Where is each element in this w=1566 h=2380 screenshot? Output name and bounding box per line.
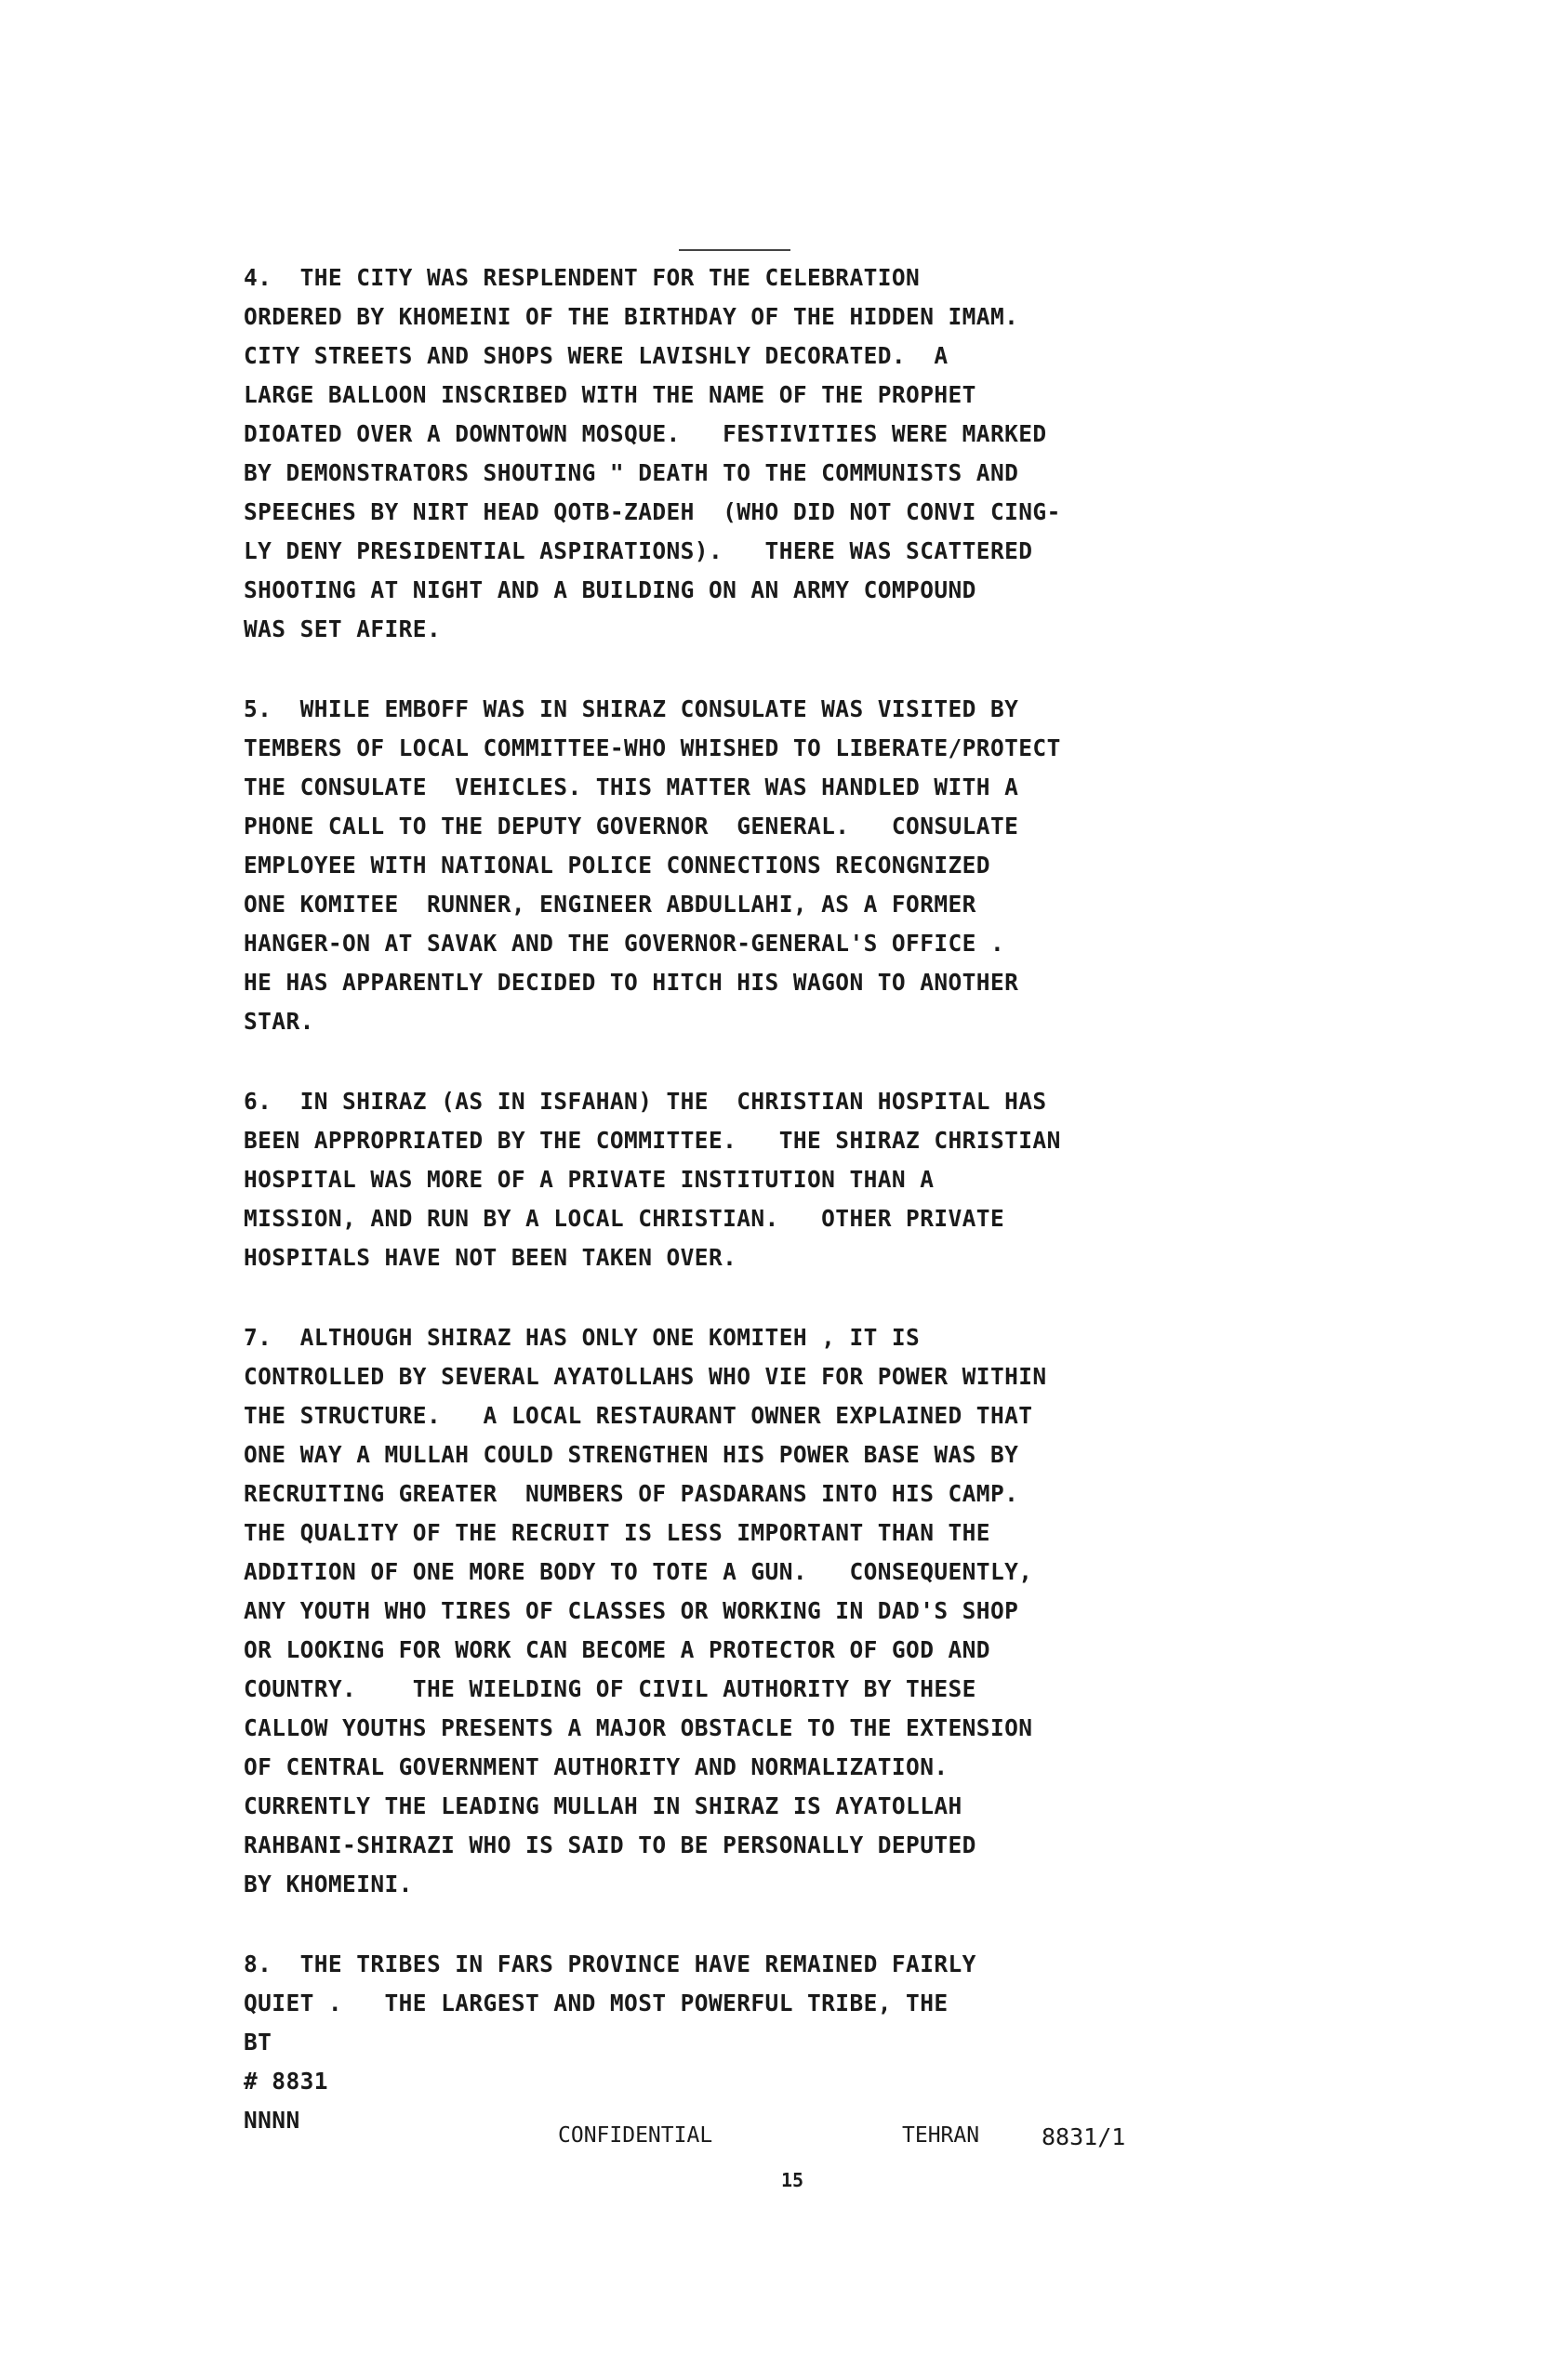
text-line: OF CENTRAL GOVERNMENT AUTHORITY AND NORMALIZATION. [244, 1753, 949, 1780]
paragraph-5 [244, 690, 1174, 1041]
text-line: ONE KOMITEE RUNNER, ENGINEER ABDULLAHI, AS A FORMER [244, 891, 976, 918]
text-line: 7. ALTHOUGH SHIRAZ HAS ONLY ONE KOMITEH , IT IS [244, 1324, 921, 1351]
text-line: WAS SET AFIRE. [244, 615, 442, 642]
text-line: SHOOTING AT NIGHT AND A BUILDING ON AN ARMY COMPOUND [244, 576, 976, 603]
text-line: DIOATED OVER A DOWNTOWN MOSQUE. FESTIVITIES WERE MARKED [244, 420, 1047, 447]
text-line: 4. THE CITY WAS RESPLENDENT FOR THE CELEBRATION [244, 264, 921, 291]
text-line: BEEN APPROPRIATED BY THE COMMITTEE. THE SHIRAZ CHRISTIAN [244, 1127, 1061, 1154]
text-line: ONE WAY A MULLAH COULD STRENGTHEN HIS POWER BASE WAS BY [244, 1441, 1019, 1468]
page-footer [558, 2123, 1209, 2244]
text-line: STAR. [244, 1008, 314, 1035]
cable-number: 8831/1 [1042, 2123, 1126, 2150]
text-line: MISSION, AND RUN BY A LOCAL CHRISTIAN. OTHER PRIVATE [244, 1205, 1005, 1232]
text-line: THE STRUCTURE. A LOCAL RESTAURANT OWNER EXPLAINED THAT [244, 1402, 1033, 1429]
cable-body [244, 258, 1174, 2140]
text-line: BY KHOMEINI. [244, 1871, 413, 1897]
origin-city: TEHRAN [902, 2123, 980, 2148]
text-line: HOSPITAL WAS MORE OF A PRIVATE INSTITUTION THAN A [244, 1166, 935, 1193]
text-line: HANGER-ON AT SAVAK AND THE GOVERNOR-GENERAL'S OFFICE . [244, 930, 1005, 957]
paragraph-4 [244, 258, 1174, 649]
paragraph-7 [244, 1318, 1174, 1904]
text-line: OR LOOKING FOR WORK CAN BECOME A PROTECTOR OF GOD AND [244, 1636, 990, 1663]
text-line: 5. WHILE EMBOFF WAS IN SHIRAZ CONSULATE WAS VISITED BY [244, 695, 1019, 722]
text-line: SPEECHES BY NIRT HEAD QOTB-ZADEH (WHO DID NOT CONVI CING- [244, 498, 1061, 525]
text-line: PHONE CALL TO THE DEPUTY GOVERNOR GENERAL. CONSULATE [244, 813, 1019, 840]
text-line: THE QUALITY OF THE RECRUIT IS LESS IMPORTANT THAN THE [244, 1519, 990, 1546]
strike-mark [679, 249, 790, 251]
paragraph-8 [244, 1945, 1174, 2023]
classification-label: CONFIDENTIAL [558, 2123, 713, 2148]
text-line: LARGE BALLOON INSCRIBED WITH THE NAME OF THE PROPHET [244, 381, 976, 408]
text-line: RECRUITING GREATER NUMBERS OF PASDARANS INTO HIS CAMP. [244, 1480, 1019, 1507]
text-line: 8. THE TRIBES IN FARS PROVINCE HAVE REMAINED FAIRLY [244, 1950, 976, 1977]
text-line: RAHBANI-SHIRAZI WHO IS SAID TO BE PERSONALLY DEPUTED [244, 1831, 976, 1858]
text-line: COUNTRY. THE WIELDING OF CIVIL AUTHORITY BY THESE [244, 1675, 976, 1702]
page-number: 15 [781, 2169, 804, 2191]
text-line: HE HAS APPARENTLY DECIDED TO HITCH HIS WAGON TO ANOTHER [244, 969, 1019, 996]
message-number: # 8831 [244, 2068, 328, 2095]
text-line: ADDITION OF ONE MORE BODY TO TOTE A GUN. CONSEQUENTLY, [244, 1558, 1033, 1585]
text-line: BY DEMONSTRATORS SHOUTING " DEATH TO THE COMMUNISTS AND [244, 459, 1019, 486]
text-line: CALLOW YOUTHS PRESENTS A MAJOR OBSTACLE TO THE EXTENSION [244, 1714, 1033, 1741]
text-line: THE CONSULATE VEHICLES. THIS MATTER WAS HANDLED WITH A [244, 774, 1019, 800]
text-line: 6. IN SHIRAZ (AS IN ISFAHAN) THE CHRISTIAN HOSPITAL HAS [244, 1088, 1047, 1115]
text-line: LY DENY PRESIDENTIAL ASPIRATIONS). THERE WAS SCATTERED [244, 537, 1033, 564]
text-line: HOSPITALS HAVE NOT BEEN TAKEN OVER. [244, 1244, 737, 1271]
text-line: QUIET . THE LARGEST AND MOST POWERFUL TRIBE, THE [244, 1990, 949, 2016]
text-line: TEMBERS OF LOCAL COMMITTEE-WHO WHISHED TO LIBERATE/PROTECT [244, 734, 1061, 761]
text-line: CITY STREETS AND SHOPS WERE LAVISHLY DECORATED. A [244, 342, 949, 369]
text-line: EMPLOYEE WITH NATIONAL POLICE CONNECTIONS RECONGNIZED [244, 852, 990, 879]
paragraph-6 [244, 1082, 1174, 1277]
text-line: CONTROLLED BY SEVERAL AYATOLLAHS WHO VIE FOR POWER WITHIN [244, 1363, 1047, 1390]
end-marker: NNNN [244, 2107, 300, 2134]
text-line: CURRENTLY THE LEADING MULLAH IN SHIRAZ IS AYATOLLAH [244, 1792, 962, 1819]
break-marker: BT [244, 2029, 272, 2056]
text-line: ANY YOUTH WHO TIRES OF CLASSES OR WORKING IN DAD'S SHOP [244, 1597, 1019, 1624]
text-line: ORDERED BY KHOMEINI OF THE BIRTHDAY OF THE HIDDEN IMAM. [244, 303, 1019, 330]
